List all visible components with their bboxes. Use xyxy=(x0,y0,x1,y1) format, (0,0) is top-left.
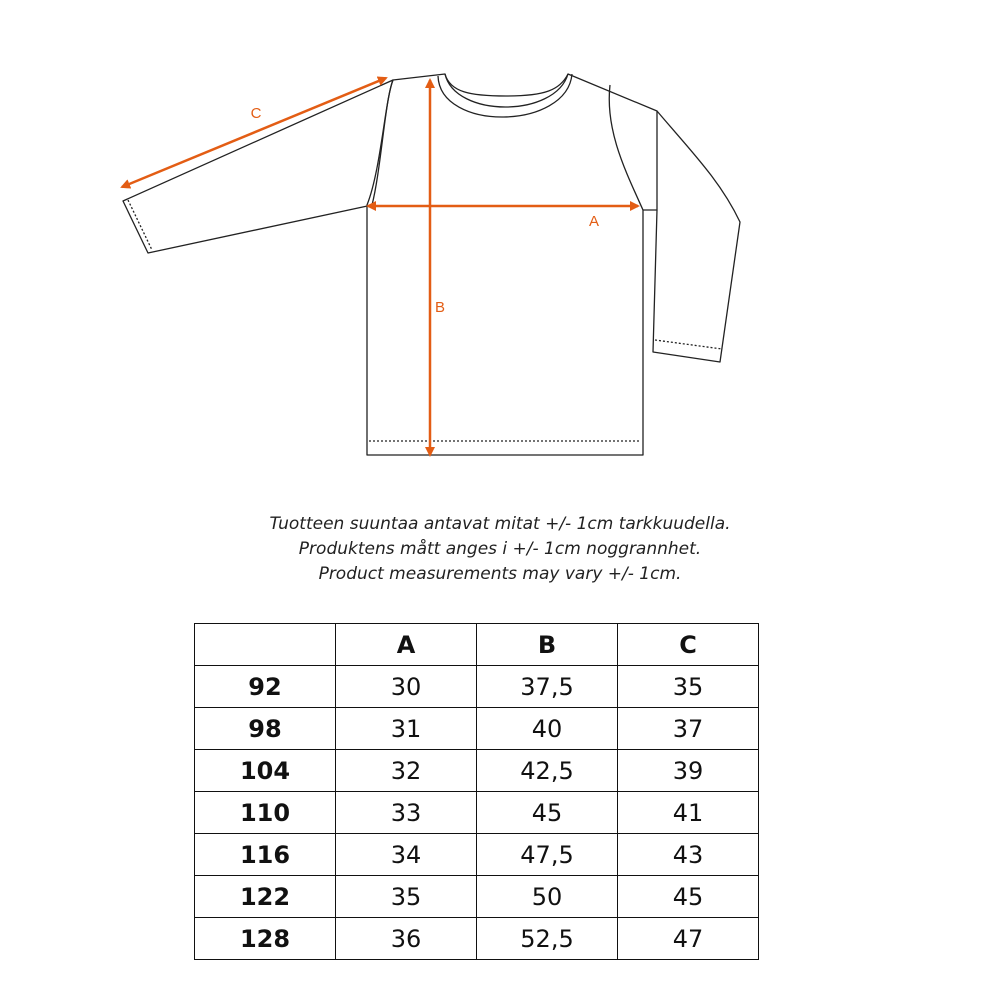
header-cell: A xyxy=(336,624,477,666)
value-cell: 33 xyxy=(336,792,477,834)
value-cell: 37,5 xyxy=(477,666,618,708)
value-cell: 36 xyxy=(336,918,477,960)
size-cell: 92 xyxy=(195,666,336,708)
size-cell: 98 xyxy=(195,708,336,750)
size-cell: 122 xyxy=(195,876,336,918)
size-cell: 104 xyxy=(195,750,336,792)
table-row xyxy=(195,876,759,918)
value-cell: 52,5 xyxy=(477,918,618,960)
measurement-arrows xyxy=(122,78,638,455)
note-finnish: Tuotteen suuntaa antavat mitat +/- 1cm tarkkuudella. xyxy=(269,514,731,534)
value-cell: 30 xyxy=(336,666,477,708)
table-row xyxy=(195,792,759,834)
shirt-outline xyxy=(123,74,740,455)
value-cell: 34 xyxy=(336,834,477,876)
value-cell: 47 xyxy=(618,918,759,960)
value-cell: 45 xyxy=(618,876,759,918)
value-cell: 32 xyxy=(336,750,477,792)
value-cell: 35 xyxy=(618,666,759,708)
arrow-c xyxy=(122,78,386,187)
table-header-row xyxy=(195,624,759,666)
value-cell: 31 xyxy=(336,708,477,750)
value-cell: 39 xyxy=(618,750,759,792)
note-swedish: Produktens mått anges i +/- 1cm noggrannhet. xyxy=(298,539,702,559)
size-cell: 116 xyxy=(195,834,336,876)
value-cell: 50 xyxy=(477,876,618,918)
table-row xyxy=(195,666,759,708)
value-cell: 45 xyxy=(477,792,618,834)
table-row xyxy=(195,834,759,876)
value-cell: 41 xyxy=(618,792,759,834)
header-cell: C xyxy=(618,624,759,666)
value-cell: 40 xyxy=(477,708,618,750)
value-cell: 43 xyxy=(618,834,759,876)
label-a: A xyxy=(588,213,600,230)
note-english: Product measurements may vary +/- 1cm. xyxy=(318,564,682,584)
header-cell: B xyxy=(477,624,618,666)
size-cell: 110 xyxy=(195,792,336,834)
value-cell: 35 xyxy=(336,876,477,918)
table-row xyxy=(195,918,759,960)
value-cell: 42,5 xyxy=(477,750,618,792)
table-row xyxy=(195,708,759,750)
value-cell: 37 xyxy=(618,708,759,750)
value-cell: 47,5 xyxy=(477,834,618,876)
shirt-diagram xyxy=(0,0,1000,480)
label-b: B xyxy=(434,299,446,316)
size-table xyxy=(194,623,759,960)
table-row xyxy=(195,750,759,792)
header-cell xyxy=(195,624,336,666)
label-c: C xyxy=(250,105,262,122)
size-cell: 128 xyxy=(195,918,336,960)
